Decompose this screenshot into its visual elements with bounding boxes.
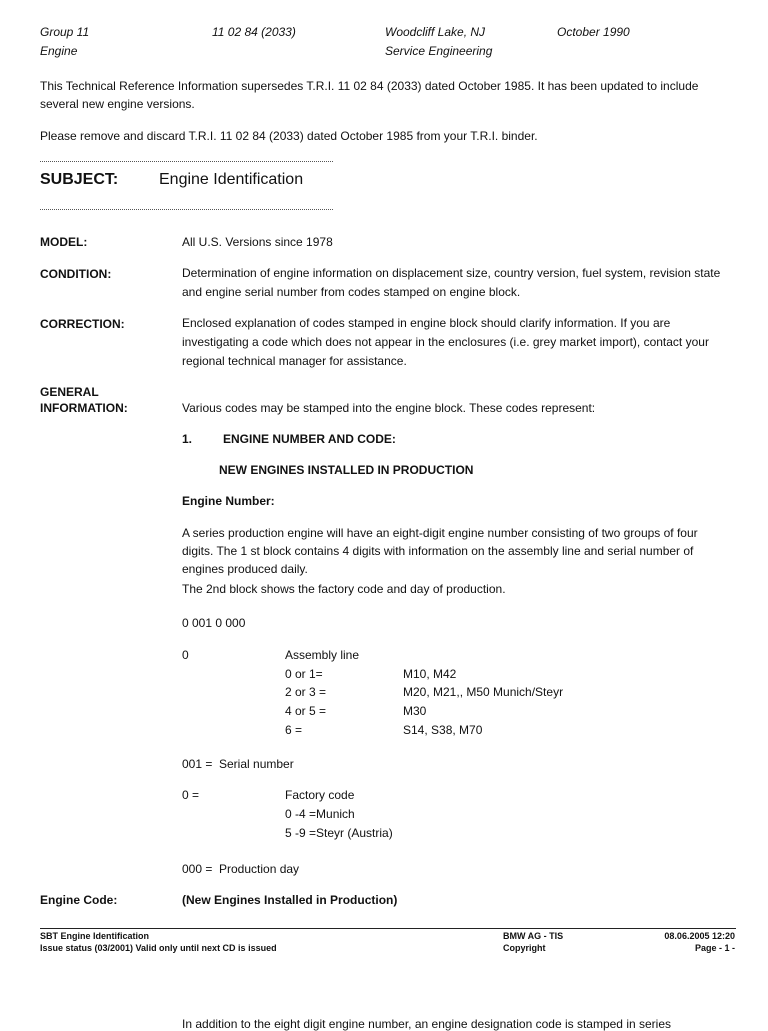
footer-copyright: Copyright: [503, 943, 546, 953]
engine-number-para1: A series production engine will have an eight-digit engine number consisting of two groups of four digits. The 1 st block contains 4 digits with information on the assembly line and serial number of engines produced daily.: [182, 526, 698, 576]
factory-code: 0 =: [182, 788, 200, 802]
header-section: Engine: [40, 44, 78, 58]
general-label-1: GENERAL: [40, 385, 99, 399]
engine-code-label: Engine Code:: [40, 893, 118, 907]
assembly-label: Assembly line: [285, 648, 360, 662]
footer-company: BMW AG - TIS: [503, 931, 564, 941]
intro-supersedes: This Technical Reference Information supersedes T.R.I. 11 02 84 (2033) dated October 1985. It has been updated to include several new engine versions.: [40, 79, 699, 111]
assembly-key: 2 or 3 =: [285, 685, 327, 699]
assembly-code: 0: [182, 648, 189, 662]
section1-number: 1.: [182, 432, 193, 446]
assembly-value: S14, S38, M70: [403, 723, 483, 737]
general-label-2: INFORMATION:: [40, 401, 128, 415]
production-day-code: 000 =: [182, 862, 213, 876]
general-value: Various codes may be stamped into the engine block. These codes represent:: [182, 401, 596, 415]
footer-issue: Issue status (03/2001) Valid only until next CD is issued: [40, 943, 277, 953]
serial-code: 001 =: [182, 757, 213, 771]
correction-value: Enclosed explanation of codes stamped in engine block should clarify information. If you are investigating a code which does not appear in the enclosures (i.e. grey market import), contact your regional technical manager for assistance.: [182, 316, 709, 368]
engine-number-heading: Engine Number:: [182, 494, 275, 508]
dotted-divider-bottom: [40, 209, 333, 210]
model-label: MODEL:: [40, 235, 88, 249]
dotted-divider-top: [40, 161, 333, 162]
assembly-key: 0 or 1=: [285, 667, 323, 681]
subject-value: Engine Identification: [159, 171, 304, 188]
assembly-value: M20, M21,, M50 Munich/Steyr: [403, 685, 564, 699]
header-number: 11 02 84 (2033): [212, 25, 296, 39]
header-date: October 1990: [557, 25, 630, 39]
footer-page: Page - 1 -: [694, 943, 735, 953]
header-location: Woodcliff Lake, NJ: [385, 25, 486, 39]
footer-title: SBT Engine Identification: [40, 931, 150, 941]
header-group: Group 11: [40, 25, 90, 39]
engine-number-para2: The 2nd block shows the factory code and day of production.: [182, 582, 506, 596]
engine-number-example: 0 001 0 000: [182, 616, 246, 630]
assembly-value: M30: [403, 704, 427, 718]
correction-label: CORRECTION:: [40, 317, 125, 331]
header-dept: Service Engineering: [385, 44, 493, 58]
condition-label: CONDITION:: [40, 267, 112, 281]
factory-row: 0 -4 =Munich: [285, 807, 355, 821]
serial-label: Serial number: [219, 757, 294, 771]
assembly-key: 6 =: [285, 723, 303, 737]
subject-label: SUBJECT:: [40, 171, 119, 188]
footer-datetime: 08.06.2005 12:20: [664, 931, 735, 941]
factory-label: Factory code: [285, 788, 355, 802]
next-page-text: In addition to the eight digit engine number, an engine designation code is stamped in series: [182, 1017, 671, 1031]
engine-code-value: (New Engines Installed in Production): [182, 893, 398, 907]
footer-rule: [40, 928, 736, 929]
section1-subtitle: NEW ENGINES INSTALLED IN PRODUCTION: [219, 463, 474, 477]
assembly-value: M10, M42: [403, 667, 457, 681]
factory-row: 5 -9 =Steyr (Austria): [285, 826, 393, 840]
condition-value: Determination of engine information on displacement size, country version, fuel system, revision state and engine serial number from codes stamped on engine block.: [182, 266, 721, 299]
assembly-key: 4 or 5 =: [285, 704, 327, 718]
production-day-label: Production day: [219, 862, 300, 876]
intro-remove: Please remove and discard T.R.I. 11 02 84 (2033) dated October 1985 from your T.R.I. binder.: [40, 129, 538, 143]
section1-title: ENGINE NUMBER AND CODE:: [223, 432, 396, 446]
model-value: All U.S. Versions since 1978: [182, 235, 333, 249]
